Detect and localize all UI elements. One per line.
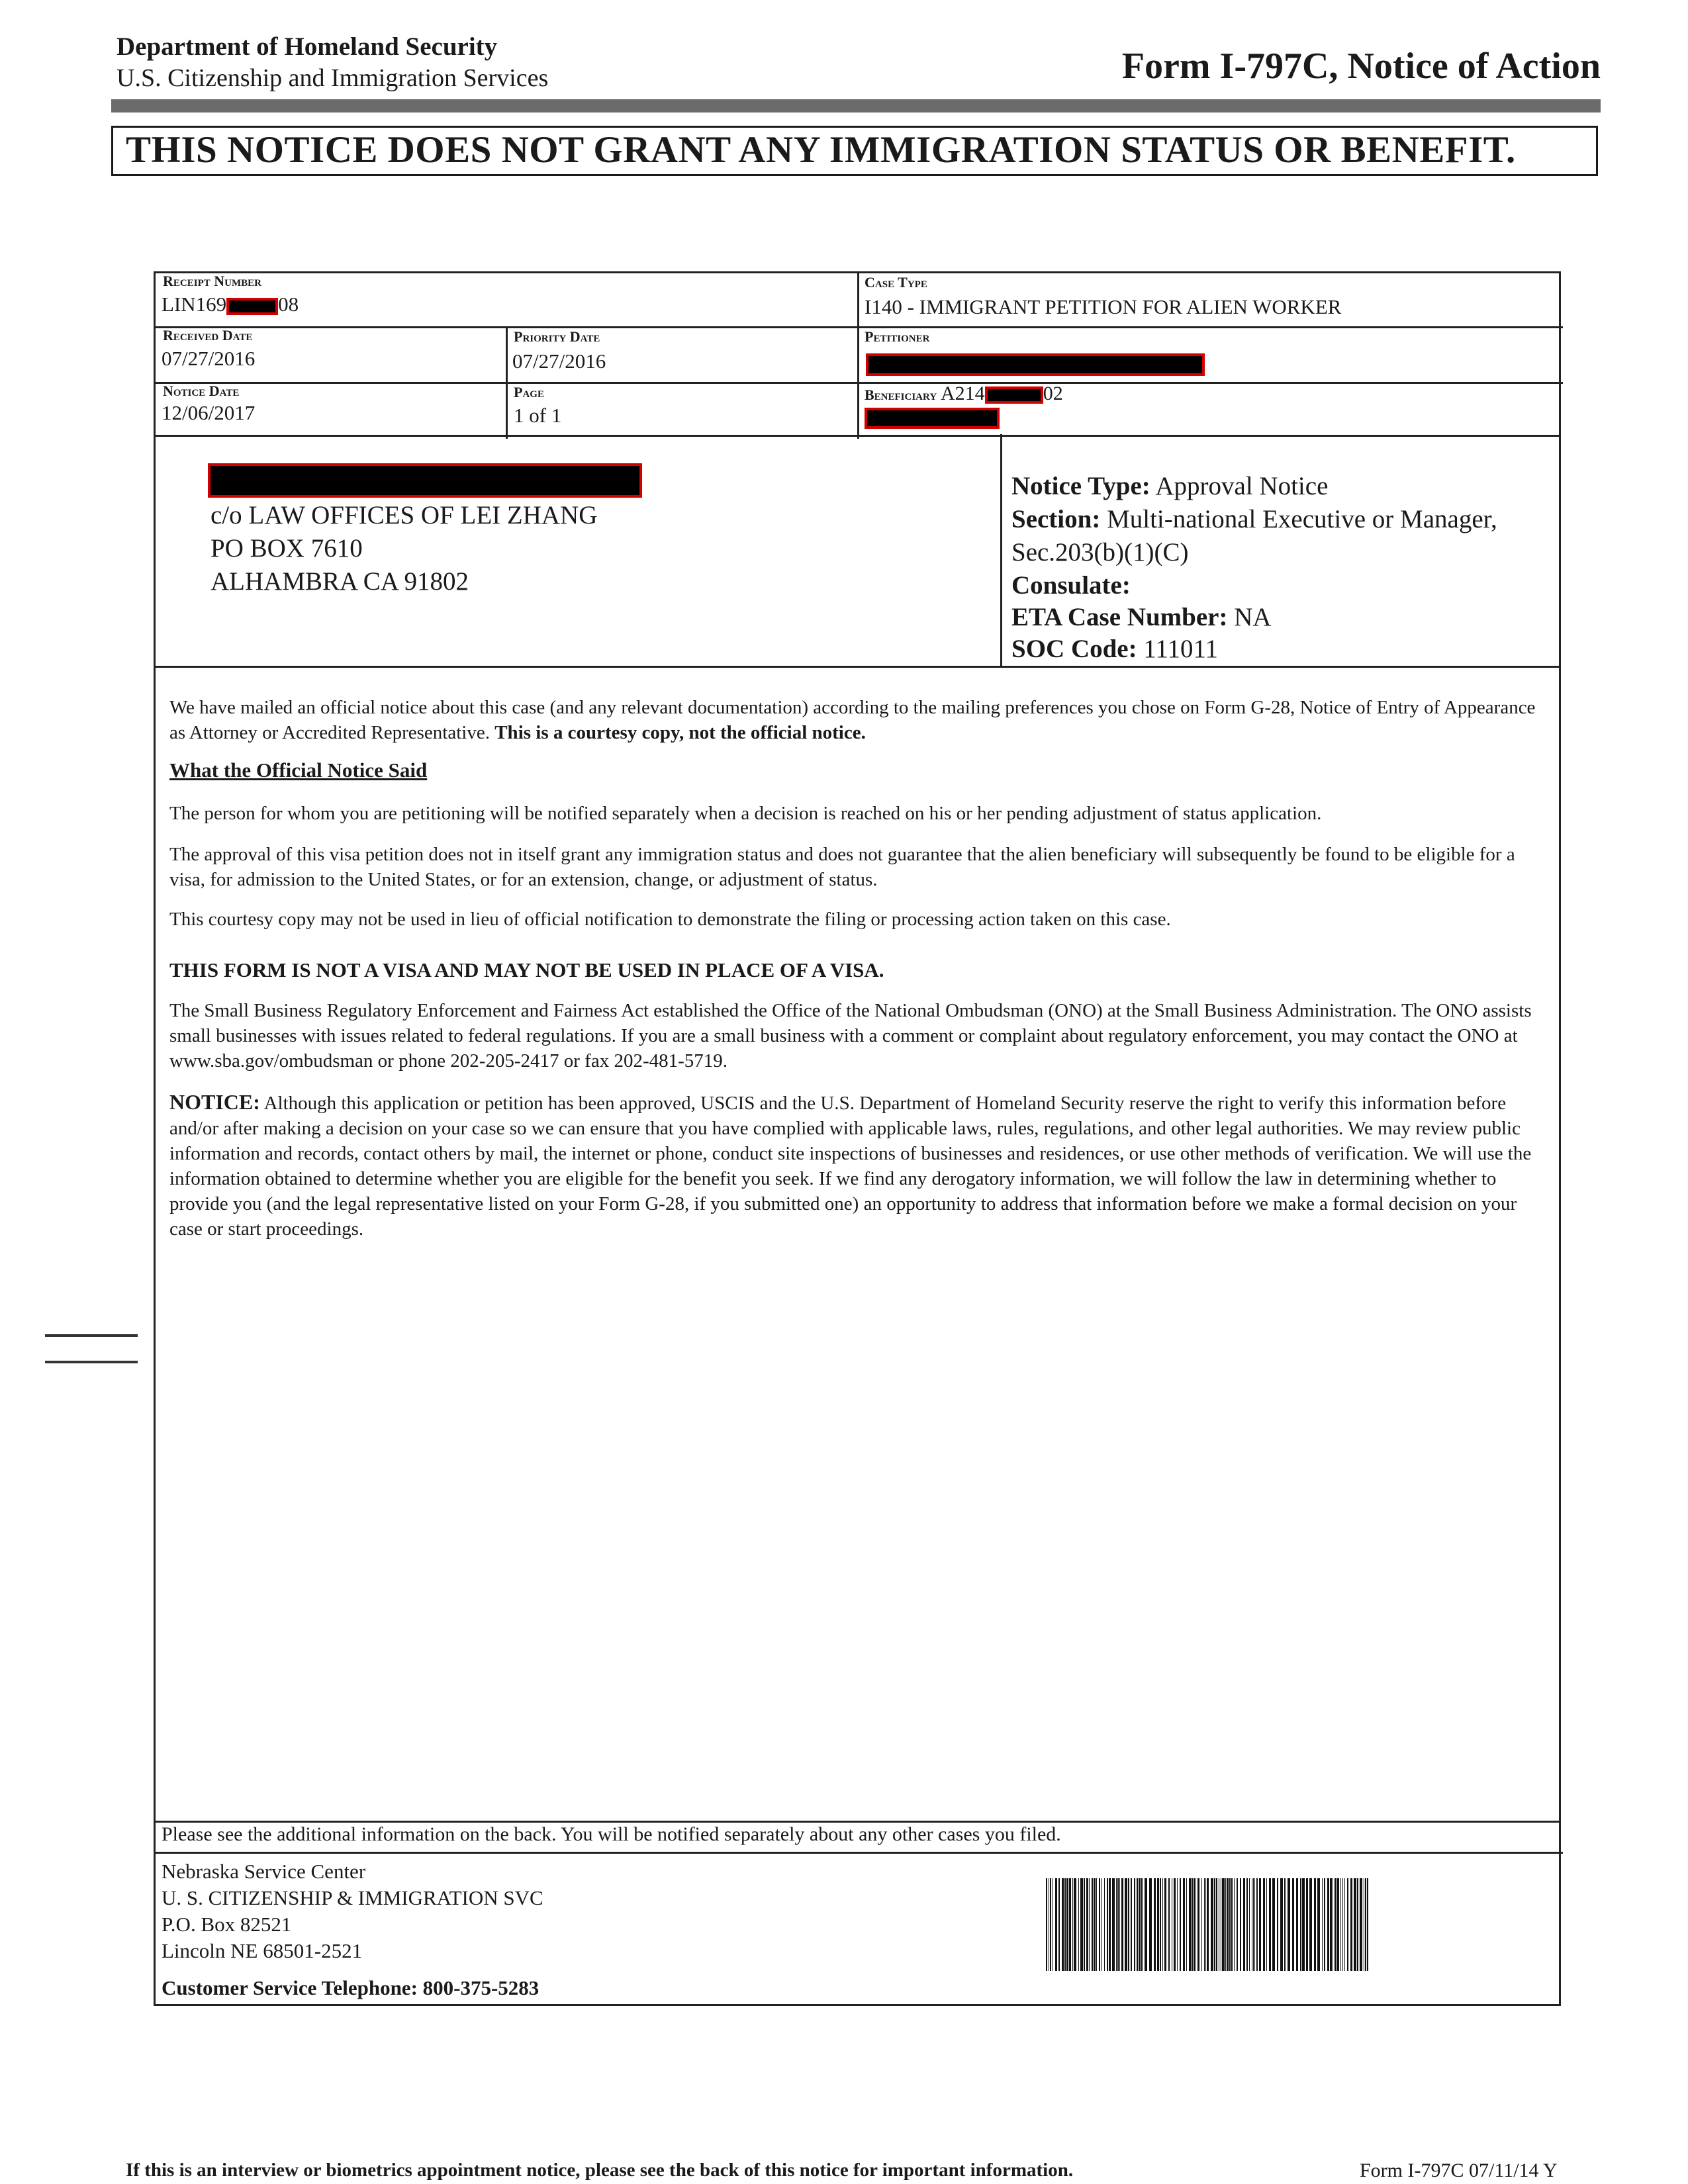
section-value: Multi-national Executive or Manager, — [1107, 505, 1497, 533]
barcode-bar — [1055, 1878, 1057, 1971]
barcode-bar — [1080, 1878, 1083, 1971]
consulate — [1011, 570, 1131, 600]
barcode-bar — [1234, 1878, 1235, 1971]
barcode-bar — [1141, 1878, 1143, 1971]
barcode-bar — [1107, 1878, 1108, 1971]
subagency-name: U.S. Citizenship and Immigration Services — [117, 64, 549, 92]
paragraph-adjustment: The person for whom you are petitioning will be notified separately when a decision is reached on his or her pending adjustment of status application. — [169, 803, 1322, 824]
margin-mark — [45, 1334, 138, 1337]
not-a-visa-heading: THIS FORM IS NOT A VISA AND MAY NOT BE USED IN PLACE OF A VISA. — [169, 958, 884, 981]
barcode-bar — [1109, 1878, 1111, 1971]
section-value-continued: Sec.203(b)(1)(C) — [1011, 538, 1189, 567]
beneficiary-label: Beneficiary — [865, 387, 937, 403]
barcode-bar — [1149, 1878, 1152, 1971]
paragraph-approval: The approval of this visa petition does not in itself grant any immigration status and does not guarantee that the alien beneficiary will subsequently be found to be eligible for a visa, for admission to the United States, or for an extension, change, or adjustment of status. — [169, 844, 1515, 890]
redaction — [208, 463, 642, 498]
barcode-bar — [1154, 1878, 1156, 1971]
barcode-bar — [1354, 1878, 1356, 1971]
barcode-bar — [1342, 1878, 1343, 1971]
soc-value: 111011 — [1143, 635, 1219, 663]
barcode-bar — [1157, 1878, 1159, 1971]
barcode-bar — [1064, 1878, 1066, 1971]
barcode-bar — [1177, 1878, 1178, 1971]
barcode-bar — [1084, 1878, 1085, 1971]
barcode-bar — [1335, 1878, 1336, 1971]
barcode-bar — [1302, 1878, 1305, 1971]
additional-info-note: Please see the additional information on the back. You will be notified separately about any other cases you filed. — [162, 1823, 1061, 1845]
section — [1011, 504, 1497, 534]
barcode-bar — [1162, 1878, 1163, 1971]
barcode-bar — [1134, 1878, 1135, 1971]
notice-label: NOTICE: — [169, 1090, 260, 1114]
soc-code — [1011, 634, 1218, 664]
footer-divider — [156, 1852, 1563, 1854]
barcode-bar — [1336, 1878, 1339, 1971]
barcode-bar — [1269, 1878, 1271, 1971]
customer-service-phone: Customer Service Telephone: 800-375-5283 — [162, 1976, 539, 1999]
notice-type-value: Approval Notice — [1155, 472, 1329, 500]
barcode-bar — [1330, 1878, 1332, 1971]
page-number: 1 of 1 — [514, 404, 562, 427]
barcode-bar — [1350, 1878, 1352, 1971]
priority-date: 07/27/2016 — [512, 349, 606, 373]
barcode-bar — [1160, 1878, 1161, 1971]
barcode-bar — [1216, 1878, 1217, 1971]
barcode-bar — [1186, 1878, 1187, 1971]
barcode-bar — [1094, 1878, 1096, 1971]
redaction — [985, 387, 1043, 404]
form-title: Form I-797C, Notice of Action — [1121, 46, 1601, 87]
soc-label: SOC Code: — [1011, 635, 1137, 663]
barcode-bar — [1137, 1878, 1138, 1971]
agency-name: Department of Homeland Security — [117, 32, 498, 61]
barcode-bar — [1189, 1878, 1192, 1971]
grid-divider — [156, 326, 1563, 328]
barcode-bar — [1272, 1878, 1275, 1971]
barcode-bar — [1327, 1878, 1329, 1971]
barcode-bar — [1078, 1878, 1079, 1971]
barcode-bar — [1119, 1878, 1120, 1971]
barcode-bar — [1280, 1878, 1283, 1971]
barcode-bar — [1112, 1878, 1115, 1971]
margin-mark — [45, 1361, 138, 1363]
paragraph-ombudsman: The Small Business Regulatory Enforcement and Fairness Act established the Office of the National Ombudsman (ONO) at the Small Business Administration. The ONO assists small businesses with issues related to federal regulations. If you are a small business with a comment or complaint about regulatory enforcement, you may contact the ONO at www.sba.gov/ombudsman or phone 202-205-2417 or fax 202-481-5719. — [169, 1000, 1532, 1071]
barcode-bar — [1168, 1878, 1170, 1971]
barcode-bar — [1365, 1878, 1366, 1971]
barcode-bar — [1117, 1878, 1119, 1971]
barcode-bar — [1314, 1878, 1316, 1971]
barcode-bar — [1086, 1878, 1088, 1971]
barcode-bar — [1180, 1878, 1181, 1971]
barcode-bar — [1344, 1878, 1345, 1971]
barcode-bar — [1116, 1878, 1117, 1971]
eta-case-number — [1011, 602, 1272, 632]
paragraph-notice — [169, 1089, 1553, 1242]
section-divider — [1000, 434, 1002, 668]
barcode-bar — [1254, 1878, 1255, 1971]
eta-label: ETA Case Number: — [1011, 603, 1228, 631]
intro-text: We have mailed an official notice about this case (and any relevant documentation) according to the mailing preferences you chose on Form G-28, Notice of Entry of Appearance as Attorney or Accredited Representative. — [169, 697, 1536, 743]
barcode-bar — [1237, 1878, 1238, 1971]
barcode-bar — [1231, 1878, 1233, 1971]
barcode-bar — [1096, 1878, 1097, 1971]
address-line-3: ALHAMBRA CA 91802 — [211, 567, 469, 596]
redaction — [226, 298, 278, 315]
barcode-bar — [1092, 1878, 1093, 1971]
receipt-number-label: Receipt Number — [163, 273, 261, 289]
official-notice-heading: What the Official Notice Said — [169, 758, 428, 782]
barcode-bar — [1288, 1878, 1290, 1971]
notice-type-label: Notice Type: — [1011, 472, 1150, 500]
notice-body-box — [154, 666, 1561, 1823]
barcode-bar — [1324, 1878, 1325, 1971]
barcode-bar — [1069, 1878, 1071, 1971]
header-divider — [111, 99, 1601, 113]
barcode-bar — [1062, 1878, 1064, 1971]
barcode-bar — [1322, 1878, 1323, 1971]
barcode-bar — [1197, 1878, 1199, 1971]
barcode-bar — [1204, 1878, 1205, 1971]
barcode-bar — [1050, 1878, 1051, 1971]
barcode-bar — [1174, 1878, 1176, 1971]
page-label: Page — [514, 384, 544, 400]
service-center-name: Nebraska Service Center — [162, 1860, 366, 1883]
appointment-notice: If this is an interview or biometrics appointment notice, please see the back of this notice for important information. — [126, 2160, 1074, 2181]
barcode-bar — [1246, 1878, 1248, 1971]
barcode-bar — [1284, 1878, 1286, 1971]
barcode-bar — [1104, 1878, 1105, 1971]
barcode-bar — [1309, 1878, 1312, 1971]
barcode-bar — [1259, 1878, 1261, 1971]
grid-divider — [156, 382, 1563, 384]
barcode-bar — [1058, 1878, 1060, 1971]
case-type: I140 - IMMIGRANT PETITION FOR ALIEN WORKER — [865, 295, 1342, 318]
received-date: 07/27/2016 — [162, 347, 256, 370]
redaction — [866, 353, 1205, 376]
barcode-bar — [1205, 1878, 1206, 1971]
barcode-bar — [1243, 1878, 1245, 1971]
barcode-bar — [1131, 1878, 1132, 1971]
form-code: Form I-797C 07/11/14 Y — [1360, 2160, 1558, 2181]
notice-date-label: Notice Date — [163, 383, 240, 399]
intro-bold-text: This is a courtesy copy, not the official notice. — [494, 722, 866, 743]
barcode-bar — [1227, 1878, 1229, 1971]
grid-divider — [857, 273, 859, 439]
service-center-box-number: P.O. Box 82521 — [162, 1913, 292, 1936]
barcode-bar — [1074, 1878, 1076, 1971]
barcode-bar — [1367, 1878, 1368, 1971]
barcode-bar — [1164, 1878, 1166, 1971]
receipt-number — [162, 293, 299, 316]
beneficiary-prefix: A214 — [941, 383, 985, 404]
eta-value: NA — [1234, 603, 1272, 631]
barcode-bar — [1357, 1878, 1358, 1971]
receipt-number-suffix: 08 — [278, 293, 299, 316]
barcode-bar — [1256, 1878, 1258, 1971]
notice-type — [1011, 471, 1328, 501]
banner-text: THIS NOTICE DOES NOT GRANT ANY IMMIGRATION STATUS OR BENEFIT. — [126, 129, 1516, 171]
barcode-bar — [1128, 1878, 1129, 1971]
barcode-bar — [1214, 1878, 1215, 1971]
priority-date-label: Priority Date — [514, 328, 600, 345]
barcode-bar — [1253, 1878, 1254, 1971]
service-center-city: Lincoln NE 68501-2521 — [162, 1939, 363, 1962]
notice-date: 12/06/2017 — [162, 401, 256, 424]
barcode-bar — [1317, 1878, 1320, 1971]
barcode-bar — [1046, 1878, 1047, 1971]
address-line-2: PO BOX 7610 — [211, 534, 363, 563]
barcode-bar — [1194, 1878, 1196, 1971]
barcode-bar — [1201, 1878, 1202, 1971]
barcode-bar — [1292, 1878, 1294, 1971]
barcode-bar — [1263, 1878, 1265, 1971]
address-line-1: c/o LAW OFFICES OF LEI ZHANG — [211, 501, 598, 529]
received-date-label: Received Date — [163, 327, 253, 343]
barcode-bar — [1360, 1878, 1362, 1971]
barcode-bar — [1192, 1878, 1193, 1971]
consulate-label: Consulate: — [1011, 571, 1131, 600]
barcode-bar — [1306, 1878, 1308, 1971]
barcode-bar — [1089, 1878, 1090, 1971]
notice-text: Although this application or petition has been approved, USCIS and the U.S. Department of Homeland Security reserve the right to verify this information before and/or after making a decision on your case so we can ensure that you have complied with applicable laws, rules, regulations, and other legal authorities. We may review public information and records, contact others by mail, the internet or phone, conduct site inspections of businesses and residences, or use other methods of verification. We will use the information obtained to determine whether you are eligible for the benefit you seek. If we find any derogatory information, we will follow the law in determining whether to provide you (and the legal representative listed on your Form G-28, if you submitted one) an opportunity to address that information before we make a formal decision on your case or start proceedings. — [169, 1093, 1532, 1240]
barcode-bar — [1277, 1878, 1278, 1971]
barcode-bar — [1066, 1878, 1068, 1971]
paragraph-courtesy-copy: This courtesy copy may not be used in lieu of official notification to demonstrate the filing or processing action taken on this case. — [169, 909, 1171, 930]
barcode-bar — [1225, 1878, 1226, 1971]
barcode-bar — [1207, 1878, 1209, 1971]
receipt-number-prefix: LIN169 — [162, 293, 227, 316]
redaction — [865, 408, 1000, 429]
beneficiary-suffix: 02 — [1043, 383, 1063, 404]
intro-paragraph — [169, 695, 1553, 745]
beneficiary — [865, 383, 1063, 405]
barcode-bar — [1296, 1878, 1298, 1971]
section-label: Section: — [1011, 505, 1101, 533]
barcode-bar — [1183, 1878, 1185, 1971]
barcode-bar — [1099, 1878, 1100, 1971]
barcode-bar — [1347, 1878, 1348, 1971]
barcode-bar — [1229, 1878, 1231, 1971]
barcode-bar — [1300, 1878, 1301, 1971]
barcode-bar — [1125, 1878, 1127, 1971]
case-type-label: Case Type — [865, 274, 927, 291]
barcode-bar — [1211, 1878, 1213, 1971]
barcode-bar — [1240, 1878, 1241, 1971]
barcode-bar — [1266, 1878, 1267, 1971]
barcode-bar — [1121, 1878, 1123, 1971]
barcode-bar — [1145, 1878, 1147, 1971]
barcode-bar — [1249, 1878, 1250, 1971]
service-center-office: U. S. CITIZENSHIP & IMMIGRATION SVC — [162, 1886, 543, 1909]
barcode-bar — [1340, 1878, 1341, 1971]
barcode-bar — [1222, 1878, 1225, 1971]
case-info-grid — [154, 271, 1561, 437]
barcode-bar — [1139, 1878, 1141, 1971]
barcode — [1046, 1878, 1370, 1971]
barcode-bar — [1072, 1878, 1073, 1971]
petitioner-label: Petitioner — [865, 328, 930, 345]
